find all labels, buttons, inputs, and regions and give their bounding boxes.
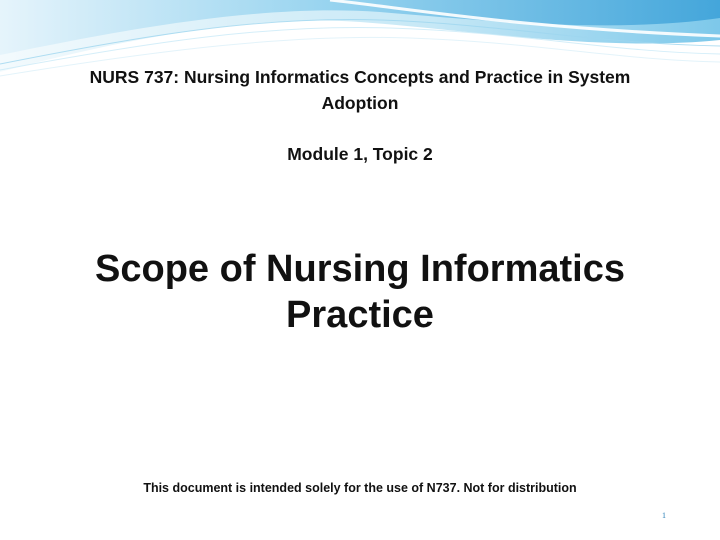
page-number: 1 [662, 511, 666, 520]
slide-main-title: Scope of Nursing Informatics Practice [95, 248, 625, 336]
course-title: NURS 737: Nursing Informatics Concepts and Practice in System Adoption [89, 67, 631, 113]
module-topic-label: Module 1, Topic 2 [287, 144, 433, 164]
distribution-disclaimer: This document is intended solely for the use of N737. Not for distribution [143, 481, 577, 495]
